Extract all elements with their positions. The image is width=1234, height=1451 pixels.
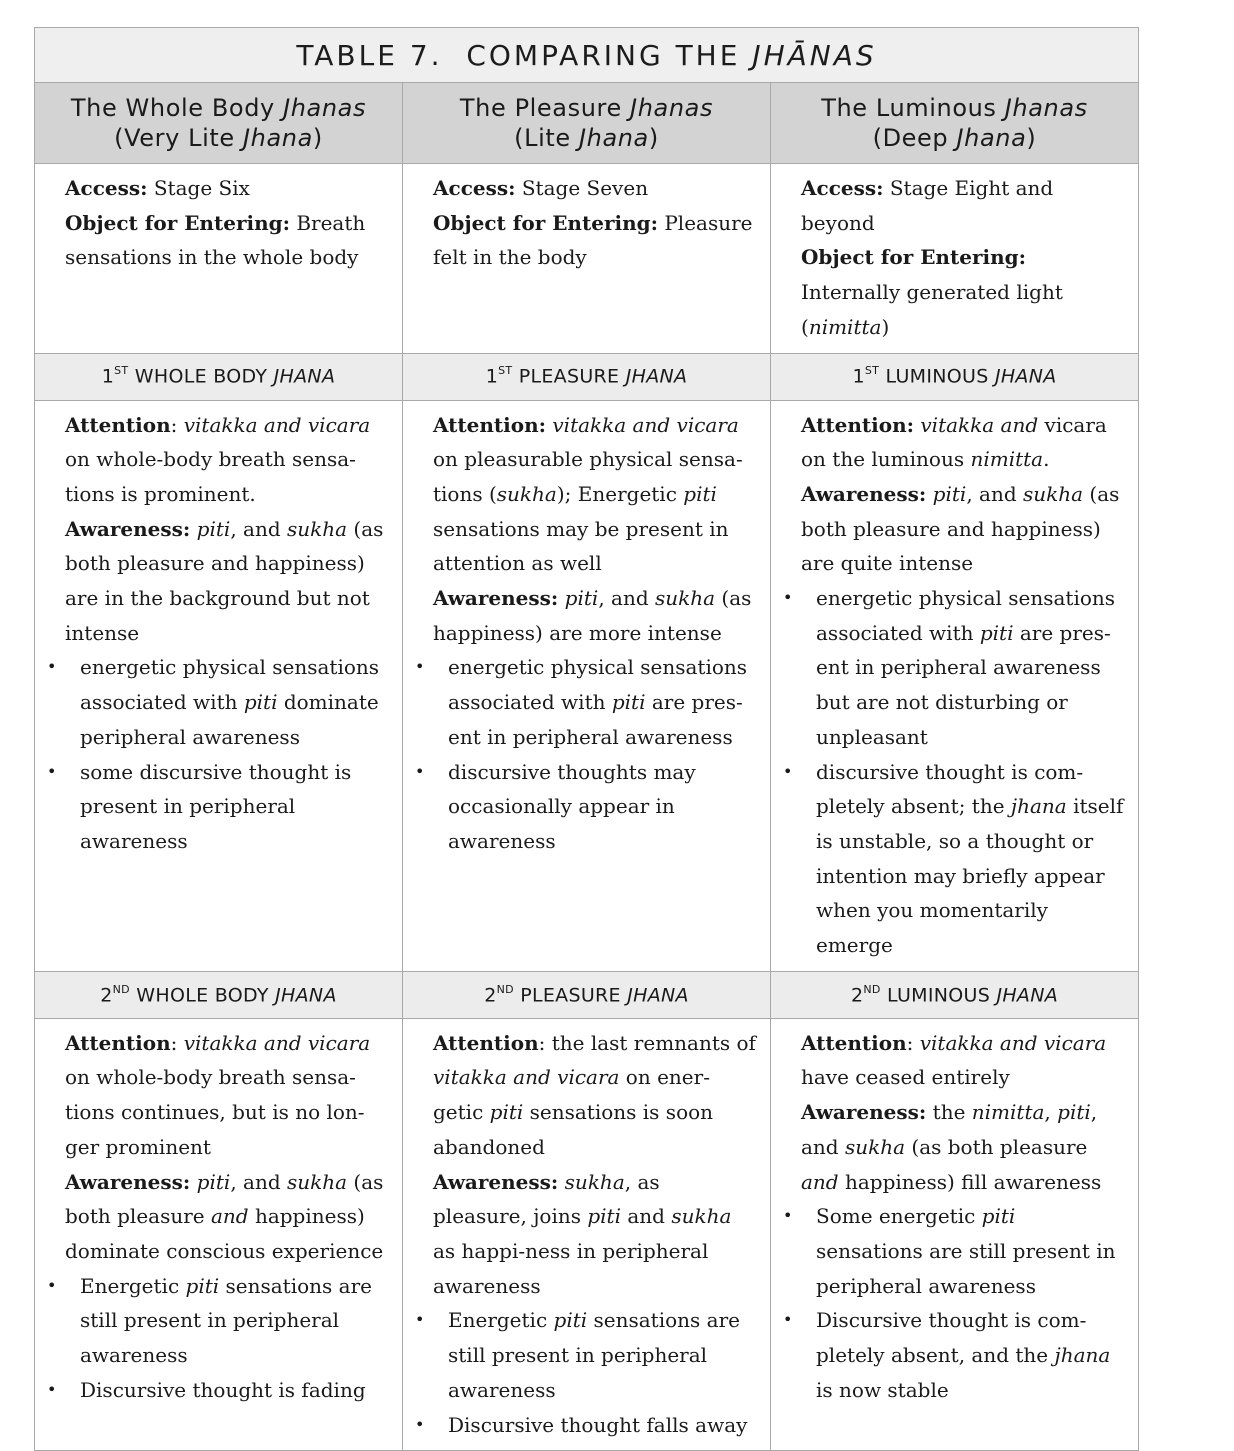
bullet-item — [433, 1408, 758, 1443]
text-run: are pres-ent in peripheral awareness — [448, 690, 743, 749]
column-header-text: ) — [1026, 124, 1037, 152]
table-title-italic: JHĀNAS — [752, 38, 877, 72]
italic-text: and — [210, 1204, 249, 1229]
text-run: sensations are still present in peripheral awareness — [448, 1308, 747, 1402]
italic-text: piti — [611, 690, 646, 715]
text-run: sensations may be present in attention as well — [433, 481, 735, 576]
text-run: energetic physical sensations associated with — [816, 586, 1122, 645]
italic-text: vitakka and vicara — [552, 412, 739, 437]
italic-text: nimitta — [971, 1100, 1045, 1125]
italic-text: piti — [932, 481, 967, 506]
italic-text: vitakka and — [920, 412, 1039, 437]
awareness-label: Awareness: — [433, 1169, 559, 1194]
bullet-list — [433, 1303, 758, 1442]
access-line — [801, 171, 1126, 240]
italic-text: sukha — [655, 586, 716, 611]
ordinal-number: 2 — [484, 983, 497, 1006]
italic-text: sukha — [287, 516, 348, 541]
text-run: (as both pleasure and happiness) are in the background but not intense — [65, 516, 390, 645]
italic-text: sukha — [844, 1134, 906, 1159]
text-run: on pleasurable physical sensa-tions ( — [433, 412, 746, 506]
awareness-label: Awareness: — [65, 516, 191, 541]
awareness-label: Awareness: — [801, 481, 927, 506]
text-run: (as both pleasure — [65, 1169, 390, 1229]
first-pleasure-jhana-header — [403, 353, 771, 400]
attention-label: Attention — [65, 1030, 171, 1055]
access-line — [433, 171, 758, 206]
column-header-text: ) — [648, 124, 659, 152]
column-header-line1 — [403, 93, 770, 123]
ordinal-number: 2 — [100, 983, 113, 1006]
jhana-name: WHOLE BODY — [128, 365, 274, 388]
table-title-prefix: TABLE 7. COMPARING THE — [296, 38, 753, 72]
text-run: , and — [966, 481, 1023, 506]
attention-text — [801, 408, 1126, 477]
bullet-item — [801, 1199, 1126, 1303]
jhana-name: LUMINOUS — [880, 983, 997, 1006]
awareness-text — [433, 1165, 758, 1304]
jhana-name: PLEASURE — [513, 983, 628, 1006]
bullet-item — [65, 1373, 390, 1408]
text-run: discursive thoughts may occasionally appear in awareness — [448, 759, 702, 853]
text-run: dominate peripheral awareness — [80, 690, 386, 749]
text-run: , and — [598, 586, 655, 611]
column-header-pleasure — [403, 83, 771, 164]
second-whole-body-jhana-header — [35, 971, 403, 1018]
bullet-item — [801, 755, 1130, 963]
column-header-text: (Deep — [872, 124, 957, 152]
text-run: the — [926, 1100, 972, 1125]
access-label: Access: — [65, 176, 148, 200]
object-label: Object for Entering: — [801, 245, 1026, 270]
text-run: on whole-body breath sensa-tions continues, but is no lon-ger prominent — [65, 1030, 377, 1159]
first-luminous-jhana-cell — [771, 400, 1139, 971]
column-header-luminous — [771, 83, 1139, 164]
text-run: discursive thought is com-pletely absent; the — [816, 759, 1084, 819]
italic-text: piti — [981, 1204, 1016, 1229]
access-cell-pleasure — [403, 164, 771, 354]
bullet-item — [801, 1303, 1126, 1407]
text-run: Energetic — [448, 1308, 554, 1333]
first-luminous-jhana-header — [771, 353, 1139, 400]
second-pleasure-jhana-header — [403, 971, 771, 1018]
awareness-label: Awareness: — [65, 1169, 191, 1194]
text-run: on whole-body breath sensa-tions is prominent. — [65, 412, 377, 506]
text-run: and — [621, 1204, 672, 1229]
column-header-italic: Jhanas — [1004, 94, 1088, 122]
text-run: (as both pleasure and happiness) are quite intense — [801, 481, 1126, 576]
bullet-list — [801, 581, 1130, 963]
access-label: Access: — [801, 176, 884, 200]
bullet-list — [433, 650, 758, 858]
text-run: ); Energetic — [556, 481, 684, 506]
jhana-name: LUMINOUS — [879, 365, 995, 388]
text-run: vicara on the luminous — [801, 412, 1114, 472]
text-run: happiness) fill awareness — [838, 1169, 1102, 1194]
object-label: Object for Entering: — [433, 210, 658, 235]
table-title — [35, 28, 1139, 83]
jhanas-comparison-table — [34, 27, 1139, 1451]
text-run: are pres-ent in peripheral awareness but are not disturbing or unpleasant — [816, 620, 1111, 749]
italic-text: vitakka and vicara — [183, 412, 371, 437]
column-header-italic: Jhana — [956, 124, 1027, 152]
jhana-name: WHOLE BODY — [129, 983, 276, 1006]
text-run: : the last remnants of — [538, 1030, 763, 1055]
awareness-text — [65, 1165, 390, 1269]
column-header-line2 — [771, 123, 1138, 153]
object-value: Internally generated light ( — [801, 245, 1070, 339]
bullet-item — [433, 755, 758, 859]
access-value: Stage Six — [147, 176, 250, 200]
text-run: on ener-getic — [433, 1065, 710, 1125]
ordinal-number: 1 — [101, 365, 115, 388]
access-value: Stage Eight and beyond — [801, 176, 1060, 235]
attention-label: Attention — [801, 1030, 907, 1055]
column-header-text: The Luminous — [821, 94, 1005, 122]
column-header-italic: Jhana — [578, 124, 649, 152]
second-luminous-jhana-header — [771, 971, 1139, 1018]
text-run: . — [1043, 447, 1050, 472]
italic-text: piti — [553, 1308, 588, 1333]
text-run: : — [170, 1030, 184, 1055]
awareness-label: Awareness: — [801, 1100, 927, 1125]
italic-text: nimitta — [970, 447, 1044, 472]
text-run: energetic physical sensations associated with — [448, 655, 754, 715]
bullet-item — [65, 650, 390, 754]
object-end: ) — [881, 314, 890, 339]
italic-text: jhana — [1054, 1343, 1111, 1368]
attention-text — [65, 408, 390, 512]
jhana-word: JHANA — [625, 365, 688, 388]
attention-text — [433, 408, 758, 582]
access-line — [65, 171, 390, 206]
attention-text — [65, 1026, 390, 1165]
text-run: itself is unstable, so a thought or intention may briefly appear when you momentarily emerge — [816, 794, 1130, 958]
column-header-line2 — [403, 123, 770, 153]
column-header-text: ) — [312, 124, 323, 152]
bullet-item — [65, 755, 390, 859]
text-run: Energetic — [80, 1273, 186, 1298]
italic-text: and — [801, 1169, 839, 1194]
text-run: energetic physical sensations associated with — [80, 655, 386, 715]
ordinal-suffix: ND — [863, 982, 881, 996]
text-run: , and — [230, 1169, 287, 1194]
second-jhana-header-row — [35, 971, 1139, 1018]
access-cell-luminous — [771, 164, 1139, 354]
first-jhana-header-row — [35, 353, 1139, 400]
ordinal-suffix: ST — [114, 364, 129, 378]
text-run: Discursive thought falls away — [448, 1412, 748, 1437]
text-run: happiness) dominate conscious experience — [65, 1204, 384, 1263]
attention-label: Attention: — [433, 412, 547, 437]
text-run: is now stable — [816, 1343, 1117, 1402]
first-pleasure-jhana-cell — [403, 400, 771, 971]
text-run: have ceased entirely — [801, 1030, 1113, 1090]
italic-text: piti — [489, 1100, 524, 1125]
text-run: (as happiness) are more intense — [433, 586, 758, 645]
awareness-text — [801, 1095, 1126, 1199]
text-run: , as pleasure, joins — [433, 1169, 667, 1229]
jhana-word: JHANA — [994, 365, 1057, 388]
text-run: : — [170, 412, 184, 437]
first-jhana-row — [35, 400, 1139, 971]
column-header-text: (Lite — [514, 124, 579, 152]
column-header-text: The Pleasure — [459, 94, 631, 122]
access-label: Access: — [433, 176, 516, 200]
text-run: , and — [801, 1100, 1104, 1159]
bullet-list — [65, 650, 390, 858]
text-run: as happi-ness in peripheral awareness — [433, 1204, 738, 1298]
italic-text: piti — [683, 481, 717, 506]
first-whole-body-jhana-header — [35, 353, 403, 400]
italic-text: sukha — [671, 1204, 732, 1229]
text-run: sensations are still present in peripheral awareness — [816, 1204, 1122, 1298]
object-value: Breath sensations in the whole body — [65, 210, 372, 270]
access-cell-whole-body — [35, 164, 403, 354]
text-run: Discursive thought is fading — [80, 1377, 366, 1402]
text-run: , — [1044, 1100, 1058, 1125]
text-run: Discursive thought is com-pletely absent, and the — [816, 1308, 1087, 1368]
column-header-italic: Jhana — [242, 124, 313, 152]
column-header-line1 — [771, 93, 1138, 123]
text-run: sensations is soon abandoned — [433, 1100, 720, 1159]
awareness-text — [65, 512, 390, 651]
access-row — [35, 164, 1139, 354]
column-header-italic: Jhanas — [283, 94, 367, 122]
column-header-text: (Very Lite — [114, 124, 243, 152]
column-header-line2 — [35, 123, 402, 153]
awareness-text — [801, 477, 1126, 581]
text-run: sensations are still present in peripheral awareness — [80, 1273, 379, 1368]
ordinal-suffix: ND — [112, 982, 130, 996]
object-line — [65, 206, 390, 275]
italic-text: piti — [587, 1204, 621, 1229]
attention-label: Attention — [433, 1030, 539, 1055]
object-value: Pleasure felt in the body — [433, 210, 759, 270]
attention-text — [801, 1026, 1126, 1095]
italic-text: piti — [979, 620, 1014, 645]
text-run: : — [906, 1030, 920, 1055]
text-run: some discursive thought is present in peripheral awareness — [80, 759, 358, 853]
bullet-item — [801, 581, 1126, 755]
awareness-label: Awareness: — [433, 586, 559, 611]
italic-text: piti — [196, 516, 231, 541]
attention-label: Attention — [65, 412, 171, 437]
italic-text: piti — [196, 1169, 231, 1194]
ordinal-number: 1 — [485, 365, 499, 388]
bullet-item — [433, 1303, 758, 1407]
text-run: , and — [230, 516, 287, 541]
column-header-text: The Whole Body — [70, 94, 284, 122]
column-header-line1 — [35, 93, 402, 123]
ordinal-number: 2 — [850, 983, 864, 1006]
italic-text: vitakka and vicara — [919, 1030, 1107, 1055]
italic-text: sukha — [564, 1169, 625, 1194]
attention-label: Attention: — [801, 412, 915, 437]
italic-text: sukha — [496, 481, 557, 506]
italic-text: vitakka and vicara — [433, 1065, 620, 1090]
italic-text: piti — [564, 586, 599, 611]
italic-text: piti — [185, 1273, 220, 1298]
jhana-word: JHANA — [627, 983, 689, 1006]
column-header-whole-body — [35, 83, 403, 164]
awareness-text — [433, 581, 758, 650]
text-run: Some energetic — [816, 1204, 982, 1229]
attention-text — [433, 1026, 763, 1165]
object-label: Object for Entering: — [65, 210, 290, 235]
bullet-item — [433, 650, 758, 754]
bullet-item — [65, 1269, 390, 1373]
jhana-word: JHANA — [273, 365, 336, 388]
italic-text: sukha — [287, 1169, 348, 1194]
ordinal-number: 1 — [852, 365, 865, 388]
italic-text: jhana — [1010, 794, 1067, 819]
bullet-list — [65, 1269, 390, 1408]
italic-text: vitakka and vicara — [183, 1030, 371, 1055]
text-run: (as both pleasure — [905, 1134, 1094, 1159]
column-header-italic: Jhanas — [630, 94, 714, 122]
object-line — [801, 240, 1126, 344]
first-whole-body-jhana-cell — [35, 400, 403, 971]
italic-text: piti — [243, 690, 278, 715]
italic-text: piti — [1057, 1100, 1091, 1125]
object-italic: nimitta — [808, 314, 882, 339]
ordinal-suffix: ND — [496, 982, 514, 996]
italic-text: sukha — [1023, 481, 1084, 506]
jhana-word: JHANA — [275, 983, 337, 1006]
object-line — [433, 206, 758, 275]
access-value: Stage Seven — [515, 176, 649, 200]
bullet-list — [801, 1199, 1126, 1407]
jhana-name: PLEASURE — [512, 365, 626, 388]
jhana-word: JHANA — [996, 983, 1059, 1006]
ordinal-suffix: ST — [498, 364, 513, 378]
ordinal-suffix: ST — [864, 364, 880, 378]
